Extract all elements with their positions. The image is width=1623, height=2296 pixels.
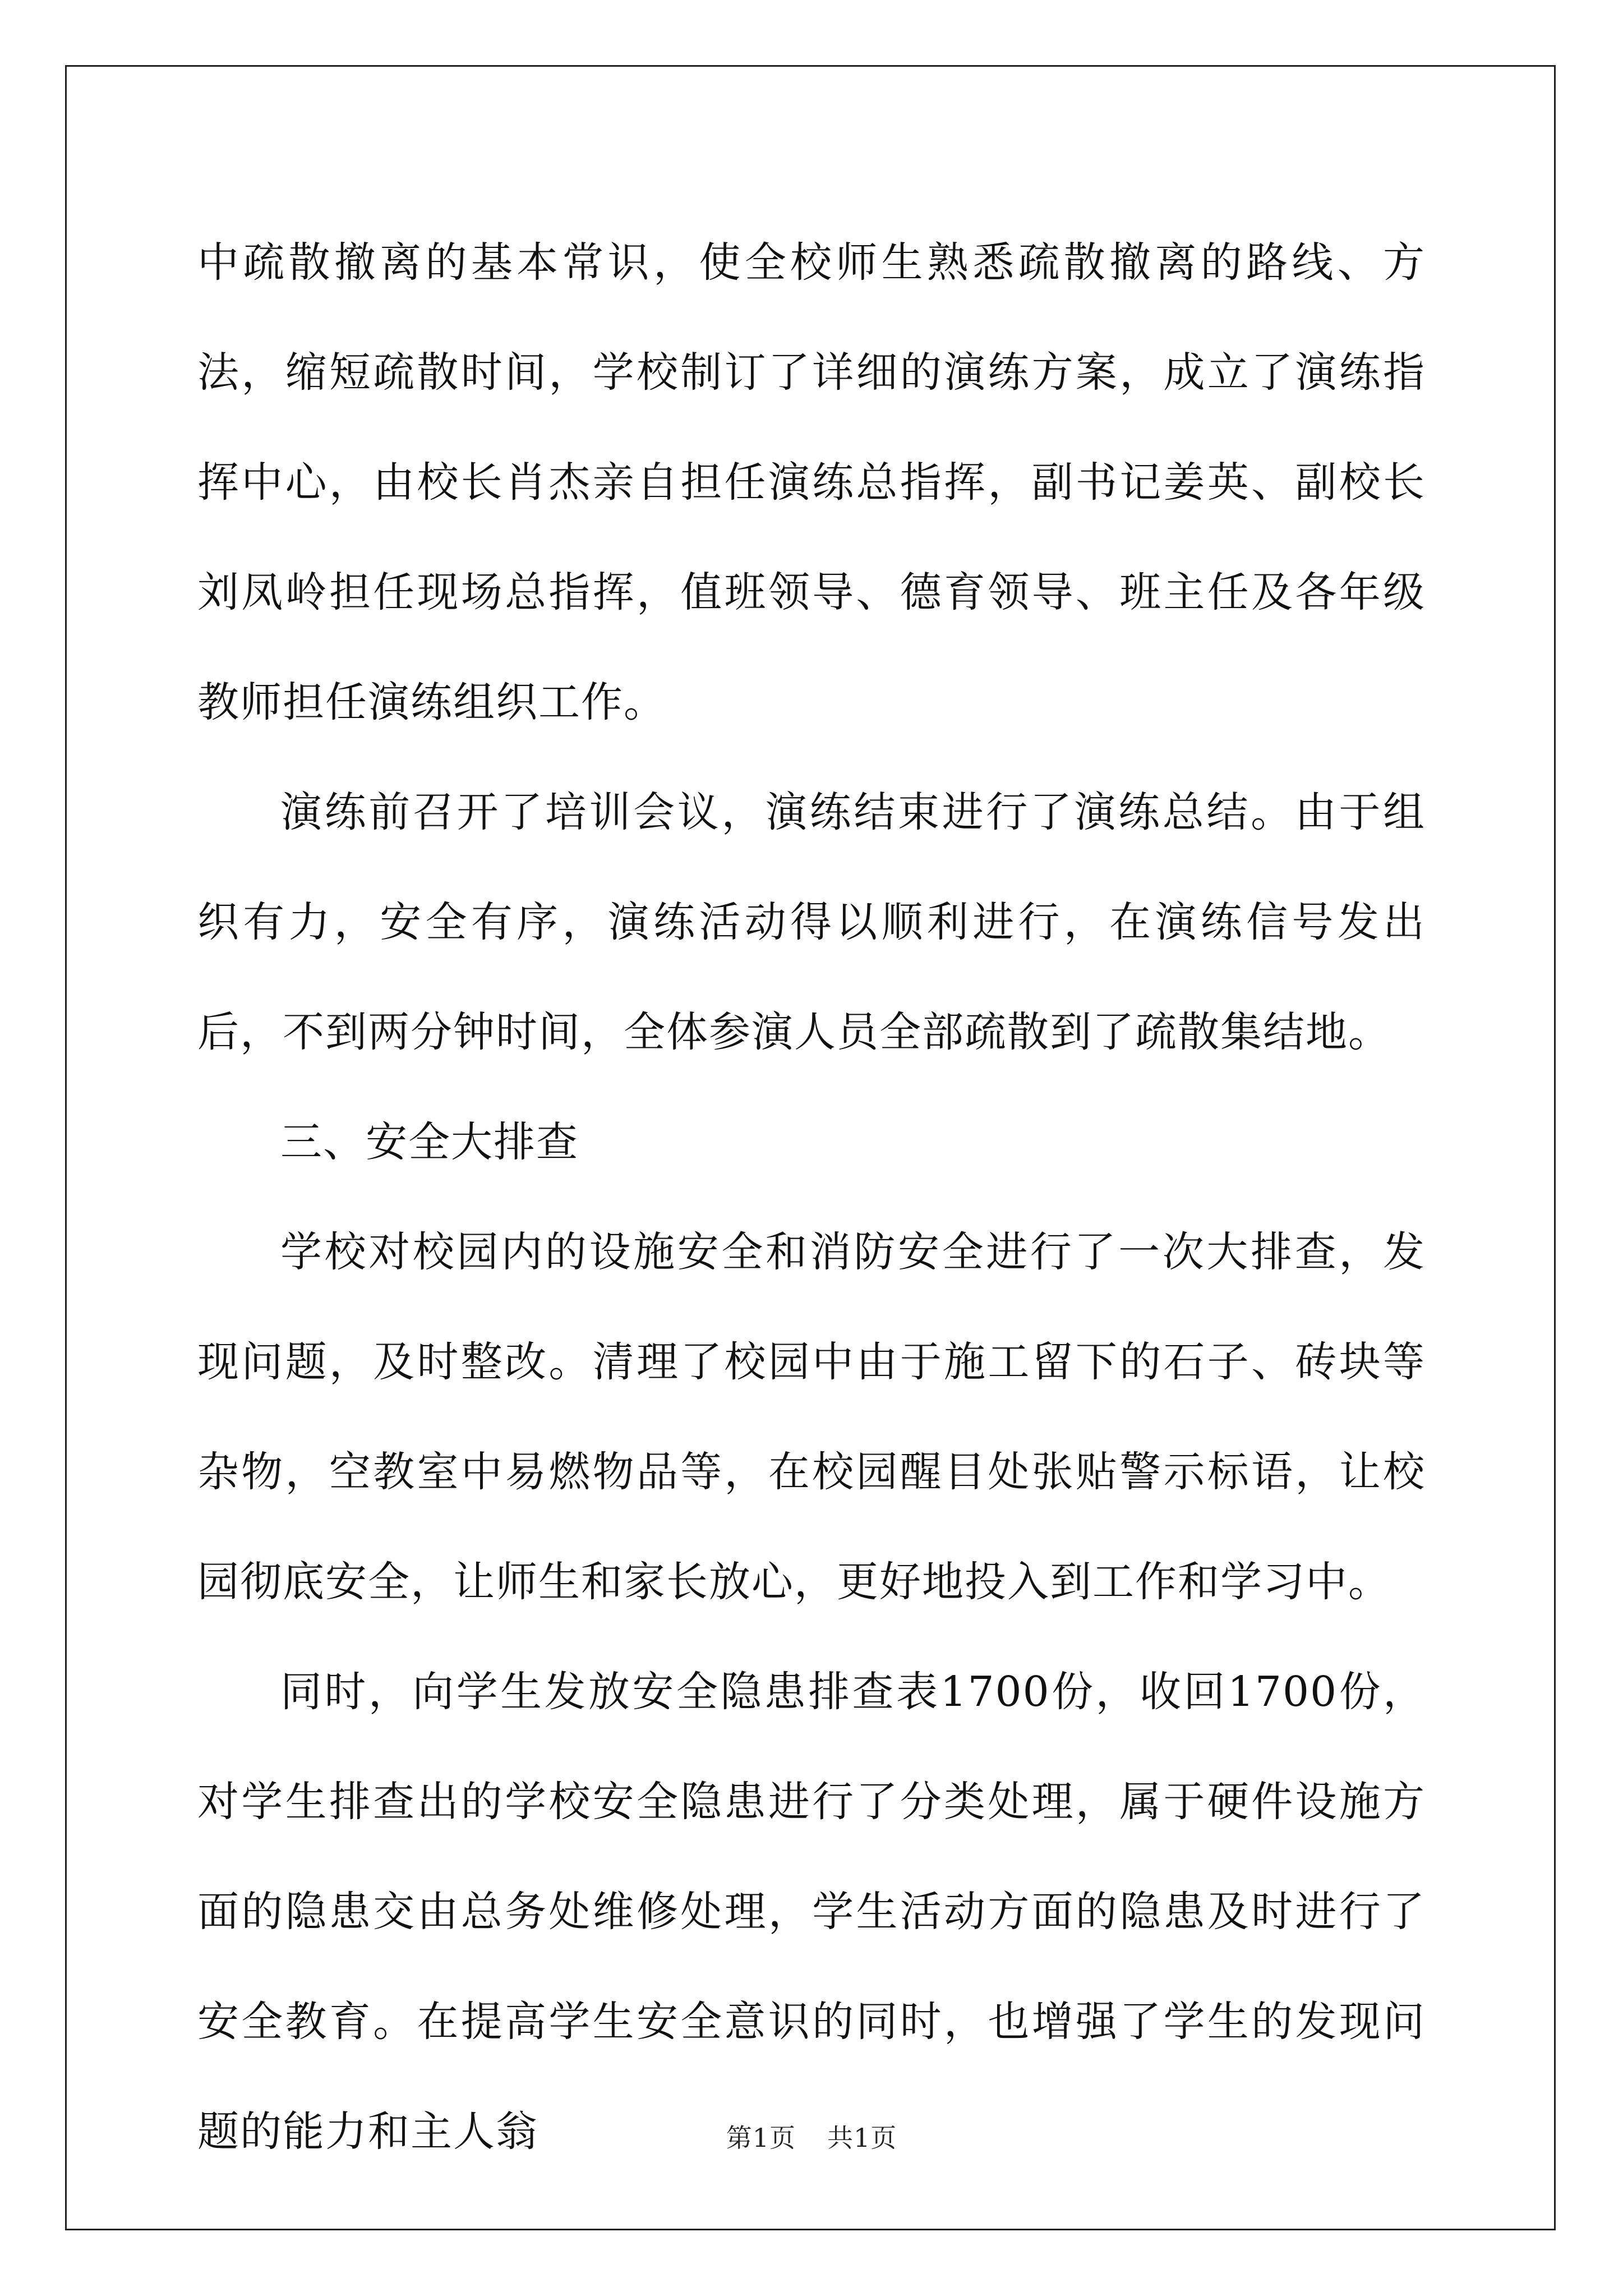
section-heading: 三、安全大排查	[280, 1118, 579, 1166]
page-number: 第1页	[726, 2123, 796, 2153]
paragraph-1: 中疏散撤离的基本常识，使全校师生熟悉疏散撤离的路线、方法，缩短疏散时间，学校制订了详细的演练方案，成立了演练指挥中心，由校长肖杰亲自担任演练总指挥，副书记姜英、副校长刘凤岭担任现场总指挥，值班领导、德育领导、班主任及各年级教师担任演练组织工作。	[197, 238, 1426, 726]
paragraph-2: 演练前召开了培训会议，演练结束进行了演练总结。由于组织有力，安全有序，演练活动得以顺利进行，在演练信号发出后，不到两分钟时间，全体参演人员全部疏散到了疏散集结地。	[197, 788, 1426, 1056]
page-total: 共1页	[827, 2123, 897, 2153]
paragraph-3: 学校对校园内的设施安全和消防安全进行了一次大排查，发现问题，及时整改。清理了校园中由于施工留下的石子、砖块等杂物，空教室中易燃物品等，在校园醒目处张贴警示标语，让校园彻底安全，让师生和家长放心，更好地投入到工作和学习中。	[197, 1228, 1426, 1606]
paragraph-4: 同时，向学生发放安全隐患排查表1700份，收回1700份，对学生排查出的学校安全隐患进行了分类处理，属于硬件设施方面的隐患交由总务处维修处理，学生活动方面的隐患及时进行了安全教育。在提高学生安全意识的同时，也增强了学生的发现问题的能力和主人翁	[197, 1668, 1426, 2156]
document-body	[197, 208, 1426, 2187]
page-footer	[0, 2118, 1623, 2155]
